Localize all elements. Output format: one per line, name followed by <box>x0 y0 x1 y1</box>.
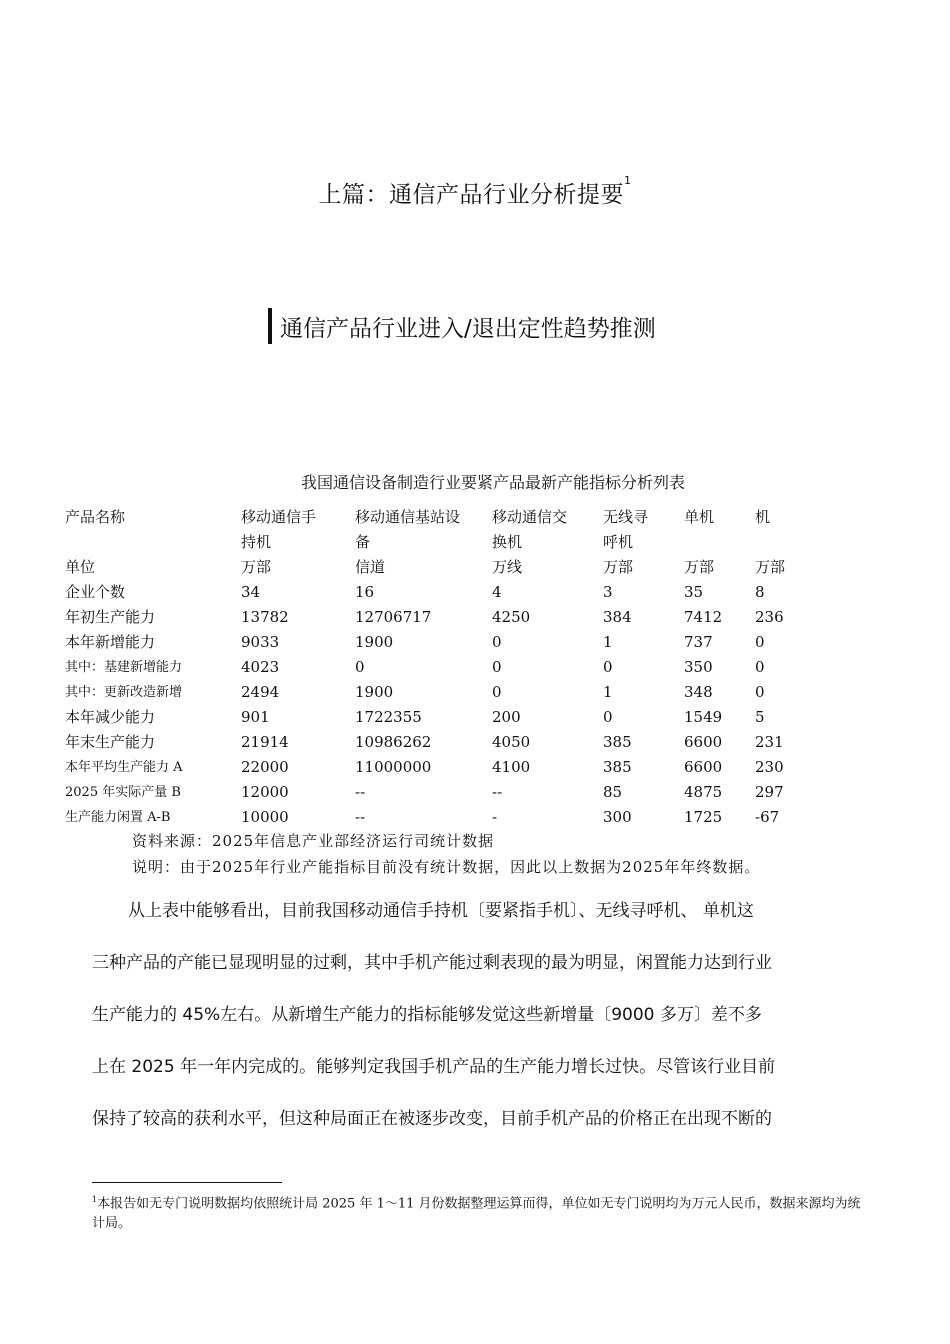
table-header-cell: 单机 <box>684 508 715 526</box>
table-title: 我国通信设备制造行业要紧产品最新产能指标分析列表 <box>300 473 685 492</box>
footnote-divider <box>92 1182 282 1183</box>
table-cell: 6600 <box>684 733 723 751</box>
table-cell: 384 <box>603 608 632 626</box>
table-cell: 万线 <box>492 558 523 576</box>
table-cell: 10000 <box>241 808 289 826</box>
table-row <box>62 805 815 830</box>
table-row <box>62 605 815 630</box>
table-cell: 385 <box>603 758 632 776</box>
table-cell: 1900 <box>355 683 394 701</box>
table-header-cell: 产品名称 <box>65 508 126 526</box>
table-cell: 信道 <box>355 558 386 576</box>
table-cell: 0 <box>492 658 502 676</box>
table-cell: 34 <box>241 583 261 601</box>
table-cell: 1 <box>603 683 613 701</box>
table-cell: 7412 <box>684 608 723 626</box>
table-header-cell: 换机 <box>492 533 523 551</box>
table-cell: 4875 <box>684 783 723 801</box>
table-cell: 230 <box>755 758 784 776</box>
table-cell: - <box>492 808 498 826</box>
table-header-cell <box>752 530 815 555</box>
row-label: 生产能力闲置 A-B <box>65 810 171 825</box>
table-cell: 9033 <box>241 633 280 651</box>
table-cell: 12706717 <box>355 608 432 626</box>
table-row <box>62 630 815 655</box>
table-cell: 1900 <box>355 633 394 651</box>
table-cell: 297 <box>755 783 784 801</box>
table-cell: 901 <box>241 708 270 726</box>
paragraph-line: 保持了较高的获利水平，但这种局面正在被逐步改变，目前手机产品的价格正在出现不断的 <box>92 1109 772 1129</box>
table-cell: 0 <box>355 658 365 676</box>
table-cell: 0 <box>603 708 613 726</box>
row-label: 年末生产能力 <box>65 733 156 751</box>
table-header-cell <box>62 530 238 555</box>
table-cell: 1549 <box>684 708 723 726</box>
row-label: 本年新增能力 <box>65 633 156 651</box>
table-cell: 1725 <box>684 808 723 826</box>
table-cell: 231 <box>755 733 784 751</box>
table-cell: 3 <box>603 583 613 601</box>
table-row <box>62 730 815 755</box>
table-cell: 万部 <box>684 558 715 576</box>
table-cell: 11000000 <box>355 758 432 776</box>
table-cell: 0 <box>492 633 502 651</box>
table-cell: 350 <box>684 658 713 676</box>
table-row <box>62 705 815 730</box>
table-cell: 13782 <box>241 608 289 626</box>
paragraph-line: 从上表中能够看出，目前我国移动通信手持机〔要紧指手机〕、无线寻呼机、 单机这 <box>128 901 754 921</box>
table-cell: 5 <box>755 708 765 726</box>
paragraph-line: 上在 2025 年一年内完成的。能够判定我国手机产品的生产能力增长过快。尽管该行业目前 <box>92 1057 776 1077</box>
table-row <box>62 780 815 805</box>
table-cell: 8 <box>755 583 765 601</box>
table-header-cell: 持机 <box>241 533 272 551</box>
table-row <box>62 580 815 605</box>
table-header-cell: 无线寻 <box>603 508 649 526</box>
paragraph-line: 生产能力的 45%左右。从新增生产能力的指标能够发觉这些新增量〔9000 多万〕差不多 <box>92 1005 762 1025</box>
table-cell: 12000 <box>241 783 289 801</box>
table-header-cell <box>681 530 752 555</box>
table-cell: 4050 <box>492 733 531 751</box>
table-row <box>62 655 815 680</box>
table-cell: 0 <box>755 683 765 701</box>
table-cell: 0 <box>492 683 502 701</box>
table-cell: 200 <box>492 708 521 726</box>
row-label: 年初生产能力 <box>65 608 156 626</box>
table-cell: 16 <box>355 583 375 601</box>
paragraph-line: 三种产品的产能已显现明显的过剩，其中手机产能过剩表现的最为明显，闲置能力达到行业 <box>92 953 772 973</box>
table-cell: 4250 <box>492 608 531 626</box>
table-header-cell: 移动通信交 <box>492 508 568 526</box>
table-cell: 6600 <box>684 758 723 776</box>
page-heading-text: 上篇：通信产品行业分析提要 <box>318 182 624 208</box>
analysis-paragraph <box>92 885 862 1145</box>
table-cell: -- <box>355 808 366 826</box>
table-note: 说明：由于2025年行业产能指标目前没有统计数据，因此以上数据为2025年年终数据。 <box>132 858 761 876</box>
table-row <box>62 755 815 780</box>
section-title <box>268 308 656 344</box>
table-cell: 万部 <box>241 558 272 576</box>
table-header-cell: 移动通信手 <box>241 508 317 526</box>
table-cell: 737 <box>684 633 713 651</box>
page-heading <box>0 176 950 209</box>
table-cell: 22000 <box>241 758 289 776</box>
table-header-cell: 备 <box>355 533 371 551</box>
table-cell: 4100 <box>492 758 531 776</box>
table-header-cell: 呼机 <box>603 533 634 551</box>
row-label: 其中：更新改造新增 <box>65 685 183 700</box>
table-cell: 万部 <box>755 558 786 576</box>
table-cell: 0 <box>755 658 765 676</box>
table-cell: 85 <box>603 783 623 801</box>
table-cell: 4 <box>492 583 502 601</box>
row-label: 本年减少能力 <box>65 708 156 726</box>
row-label: 2025 年实际产量 B <box>65 785 181 800</box>
footnote-reference[interactable]: 1 <box>624 174 632 187</box>
footnote <box>92 1190 862 1234</box>
section-title-text: 通信产品行业进入/退出定性趋势推测 <box>280 315 656 342</box>
table-source: 资料来源：2025年信息产业部经济运行司统计数据 <box>132 832 495 850</box>
table-cell: 4023 <box>241 658 280 676</box>
table-cell: 万部 <box>603 558 634 576</box>
table-cell: 10986262 <box>355 733 432 751</box>
row-label: 本年平均生产能力 A <box>65 760 183 775</box>
table-row <box>62 680 815 705</box>
table-cell: 0 <box>603 658 613 676</box>
table-cell: -- <box>492 783 503 801</box>
row-label: 单位 <box>65 558 96 576</box>
table-cell: 236 <box>755 608 784 626</box>
table-header-row <box>62 530 815 555</box>
table-header-row <box>62 505 815 530</box>
row-label: 其中：基建新增能力 <box>65 660 183 675</box>
table-cell: 21914 <box>241 733 289 751</box>
table-cell: 0 <box>755 633 765 651</box>
footnote-mark: 1 <box>92 1195 98 1204</box>
table-cell: 348 <box>684 683 713 701</box>
table-cell: -67 <box>755 808 780 826</box>
section-marker-bar <box>268 308 272 344</box>
table-cell: 2494 <box>241 683 280 701</box>
footnote-text: 本报告如无专门说明数据均依照统计局 2025 年 1～11 月份数据整理运算而得，单位如无专门说明均为万元人民币，数据来源均为统计局。 <box>92 1196 861 1232</box>
table-cell: 1 <box>603 633 613 651</box>
row-label: 企业个数 <box>65 583 126 601</box>
table-cell: 35 <box>684 583 704 601</box>
table-cell: -- <box>355 783 366 801</box>
table-header-cell: 机 <box>755 508 771 526</box>
table-row <box>62 555 815 580</box>
table-cell: 1722355 <box>355 708 422 726</box>
table-header-cell: 移动通信基站设 <box>355 508 461 526</box>
table-cell: 300 <box>603 808 632 826</box>
table-cell: 385 <box>603 733 632 751</box>
capacity-table <box>62 505 815 830</box>
